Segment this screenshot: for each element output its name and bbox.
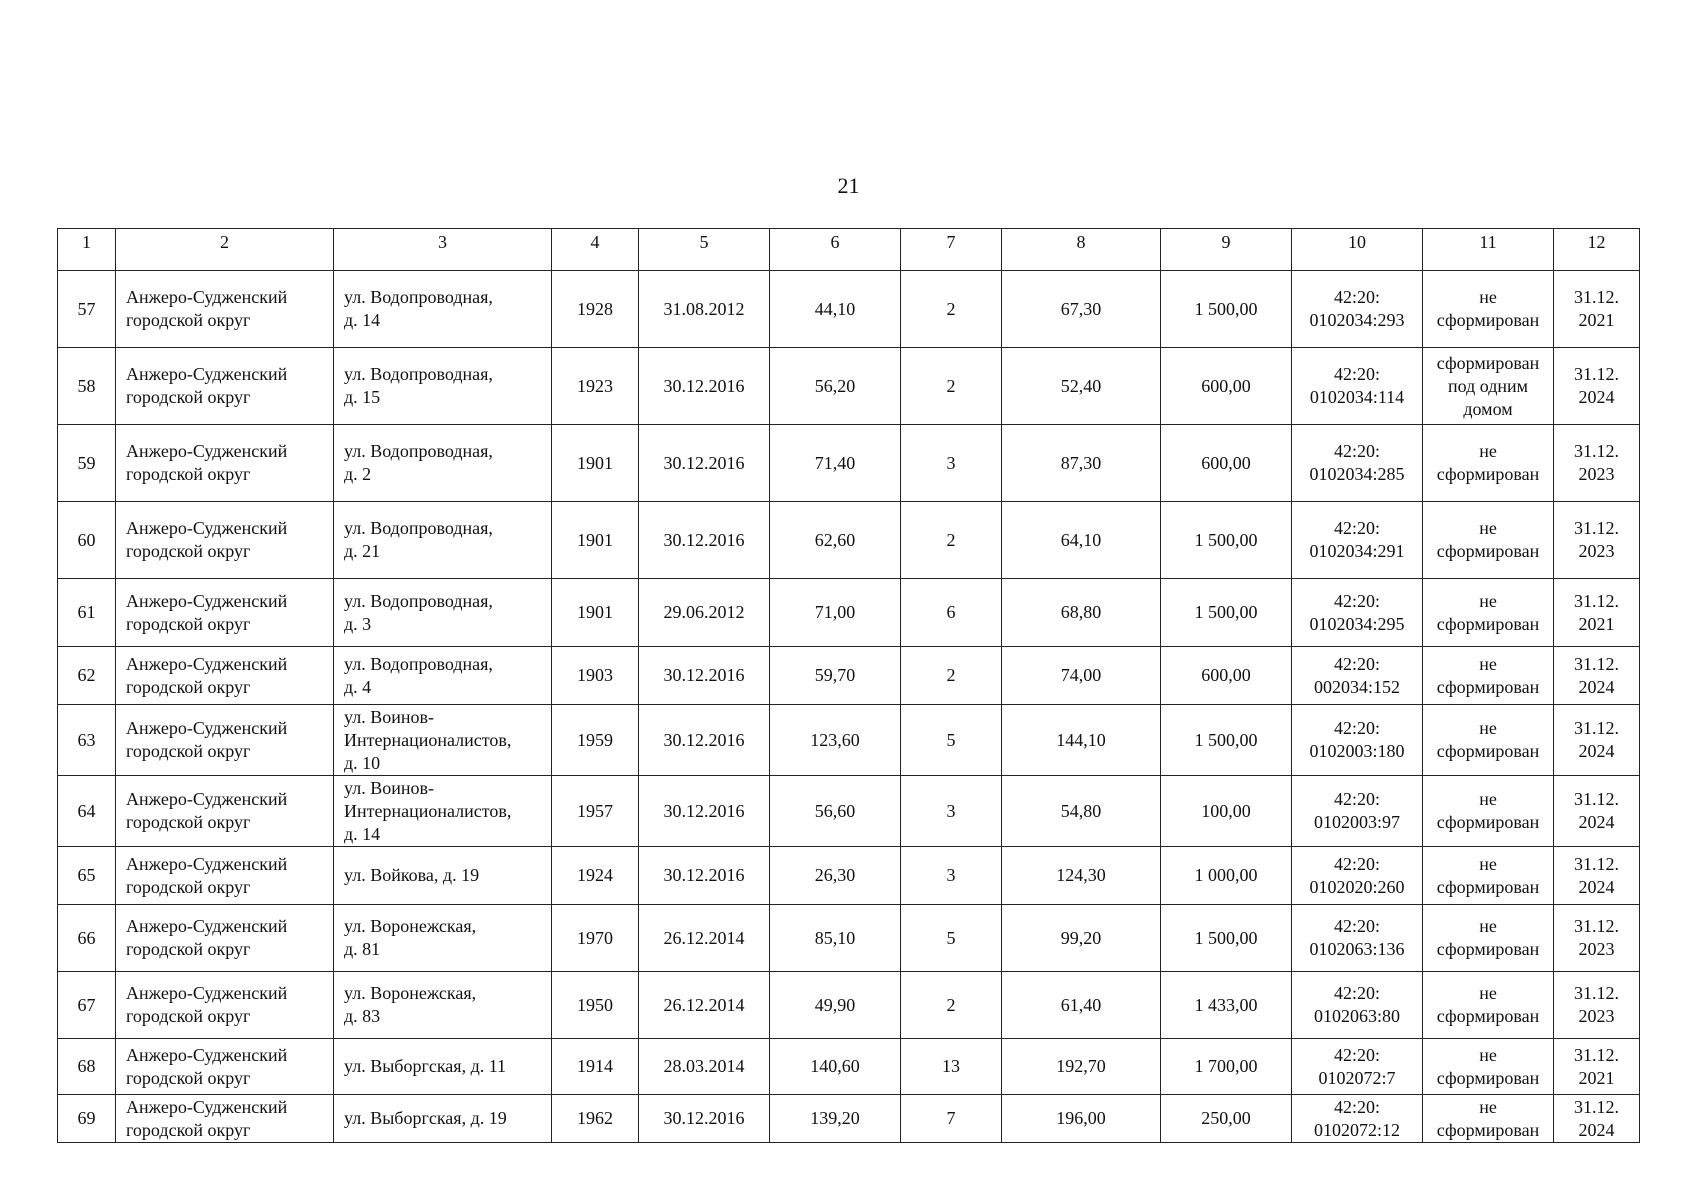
row-number-cell: 65: [58, 847, 116, 905]
land-area-cell: 124,30: [1002, 847, 1161, 905]
municipality-cell: Анжеро-Судженский городской округ: [116, 579, 334, 647]
residents-cell: 3: [901, 847, 1002, 905]
residents-cell: 3: [901, 425, 1002, 502]
date-cell: 30.12.2016: [639, 425, 770, 502]
land-area-cell: 68,80: [1002, 579, 1161, 647]
row-number-cell: 69: [58, 1095, 116, 1143]
column-number: 1: [58, 229, 116, 271]
year-cell: 1950: [552, 972, 639, 1039]
year-cell: 1901: [552, 425, 639, 502]
residents-cell: 13: [901, 1039, 1002, 1095]
table-row: [58, 776, 1640, 847]
residents-cell: 2: [901, 647, 1002, 705]
date-cell: 30.12.2016: [639, 847, 770, 905]
value-cell: 1 000,00: [1161, 847, 1292, 905]
area-cell: 62,60: [770, 502, 901, 579]
land-area-cell: 144,10: [1002, 705, 1161, 776]
table-row: [58, 647, 1640, 705]
deadline-cell: 31.12. 2024: [1554, 1095, 1640, 1143]
cadastral-number-cell: 42:20: 0102063:136: [1292, 905, 1423, 972]
date-cell: 26.12.2014: [639, 905, 770, 972]
year-cell: 1901: [552, 502, 639, 579]
year-cell: 1923: [552, 348, 639, 425]
status-cell: не сформирован: [1423, 271, 1554, 348]
date-cell: 29.06.2012: [639, 579, 770, 647]
table-row: [58, 847, 1640, 905]
residents-cell: 2: [901, 502, 1002, 579]
residents-cell: 3: [901, 776, 1002, 847]
status-cell: не сформирован: [1423, 1039, 1554, 1095]
residents-cell: 2: [901, 348, 1002, 425]
status-cell: не сформирован: [1423, 579, 1554, 647]
column-number: 11: [1423, 229, 1554, 271]
date-cell: 30.12.2016: [639, 502, 770, 579]
deadline-cell: 31.12. 2023: [1554, 905, 1640, 972]
status-cell: сформирован под одним домом: [1423, 348, 1554, 425]
table-row: [58, 905, 1640, 972]
value-cell: 1 700,00: [1161, 1039, 1292, 1095]
column-number: 9: [1161, 229, 1292, 271]
status-cell: не сформирован: [1423, 972, 1554, 1039]
address-cell: ул. Воронежская, д. 83: [334, 972, 552, 1039]
cadastral-number-cell: 42:20: 002034:152: [1292, 647, 1423, 705]
municipality-cell: Анжеро-Судженский городской округ: [116, 502, 334, 579]
deadline-cell: 31.12. 2021: [1554, 1039, 1640, 1095]
residents-cell: 6: [901, 579, 1002, 647]
row-number-cell: 58: [58, 348, 116, 425]
land-area-cell: 64,10: [1002, 502, 1161, 579]
table-row: [58, 705, 1640, 776]
area-cell: 85,10: [770, 905, 901, 972]
status-cell: не сформирован: [1423, 776, 1554, 847]
address-cell: ул. Водопроводная, д. 21: [334, 502, 552, 579]
municipality-cell: Анжеро-Судженский городской округ: [116, 271, 334, 348]
area-cell: 59,70: [770, 647, 901, 705]
value-cell: 1 500,00: [1161, 905, 1292, 972]
column-number: 3: [334, 229, 552, 271]
status-cell: не сформирован: [1423, 905, 1554, 972]
land-area-cell: 87,30: [1002, 425, 1161, 502]
deadline-cell: 31.12. 2024: [1554, 776, 1640, 847]
cadastral-number-cell: 42:20: 0102063:80: [1292, 972, 1423, 1039]
housing-register-table: [57, 228, 1640, 1143]
municipality-cell: Анжеро-Судженский городской округ: [116, 348, 334, 425]
deadline-cell: 31.12. 2024: [1554, 647, 1640, 705]
value-cell: 1 500,00: [1161, 502, 1292, 579]
address-cell: ул. Воронежская, д. 81: [334, 905, 552, 972]
municipality-cell: Анжеро-Судженский городской округ: [116, 1095, 334, 1143]
row-number-cell: 57: [58, 271, 116, 348]
address-cell: ул. Водопроводная, д. 14: [334, 271, 552, 348]
cadastral-number-cell: 42:20: 0102003:97: [1292, 776, 1423, 847]
deadline-cell: 31.12. 2024: [1554, 847, 1640, 905]
land-area-cell: 196,00: [1002, 1095, 1161, 1143]
row-number-cell: 68: [58, 1039, 116, 1095]
table-row: [58, 271, 1640, 348]
municipality-cell: Анжеро-Судженский городской округ: [116, 776, 334, 847]
land-area-cell: 67,30: [1002, 271, 1161, 348]
area-cell: 123,60: [770, 705, 901, 776]
column-number: 7: [901, 229, 1002, 271]
address-cell: ул. Выборгская, д. 19: [334, 1095, 552, 1143]
year-cell: 1959: [552, 705, 639, 776]
status-cell: не сформирован: [1423, 705, 1554, 776]
column-number-row: [58, 229, 1640, 271]
row-number-cell: 66: [58, 905, 116, 972]
year-cell: 1924: [552, 847, 639, 905]
status-cell: не сформирован: [1423, 425, 1554, 502]
deadline-cell: 31.12. 2023: [1554, 972, 1640, 1039]
area-cell: 71,40: [770, 425, 901, 502]
table-row: [58, 1039, 1640, 1095]
year-cell: 1914: [552, 1039, 639, 1095]
status-cell: не сформирован: [1423, 502, 1554, 579]
address-cell: ул. Водопроводная, д. 2: [334, 425, 552, 502]
land-area-cell: 61,40: [1002, 972, 1161, 1039]
table-row: [58, 579, 1640, 647]
column-number: 8: [1002, 229, 1161, 271]
date-cell: 26.12.2014: [639, 972, 770, 1039]
cadastral-number-cell: 42:20: 0102034:285: [1292, 425, 1423, 502]
value-cell: 100,00: [1161, 776, 1292, 847]
residents-cell: 2: [901, 271, 1002, 348]
date-cell: 30.12.2016: [639, 776, 770, 847]
column-number: 12: [1554, 229, 1640, 271]
cadastral-number-cell: 42:20: 0102034:114: [1292, 348, 1423, 425]
page-number: 21: [837, 173, 860, 198]
cadastral-number-cell: 42:20: 0102003:180: [1292, 705, 1423, 776]
row-number-cell: 60: [58, 502, 116, 579]
area-cell: 139,20: [770, 1095, 901, 1143]
column-number: 4: [552, 229, 639, 271]
deadline-cell: 31.12. 2024: [1554, 705, 1640, 776]
area-cell: 26,30: [770, 847, 901, 905]
column-number: 5: [639, 229, 770, 271]
status-cell: не сформирован: [1423, 847, 1554, 905]
table-row: [58, 348, 1640, 425]
municipality-cell: Анжеро-Судженский городской округ: [116, 1039, 334, 1095]
column-number: 6: [770, 229, 901, 271]
address-cell: ул. Выборгская, д. 11: [334, 1039, 552, 1095]
address-cell: ул. Воинов- Интернационалистов, д. 14: [334, 776, 552, 847]
value-cell: 1 500,00: [1161, 705, 1292, 776]
date-cell: 30.12.2016: [639, 348, 770, 425]
year-cell: 1957: [552, 776, 639, 847]
date-cell: 30.12.2016: [639, 1095, 770, 1143]
table-row: [58, 502, 1640, 579]
area-cell: 56,60: [770, 776, 901, 847]
municipality-cell: Анжеро-Судженский городской округ: [116, 972, 334, 1039]
deadline-cell: 31.12. 2023: [1554, 425, 1640, 502]
cadastral-number-cell: 42:20: 0102034:291: [1292, 502, 1423, 579]
land-area-cell: 192,70: [1002, 1039, 1161, 1095]
year-cell: 1903: [552, 647, 639, 705]
status-cell: не сформирован: [1423, 647, 1554, 705]
row-number-cell: 61: [58, 579, 116, 647]
table-row: [58, 425, 1640, 502]
year-cell: 1901: [552, 579, 639, 647]
status-cell: не сформирован: [1423, 1095, 1554, 1143]
cadastral-number-cell: 42:20: 0102072:12: [1292, 1095, 1423, 1143]
municipality-cell: Анжеро-Судженский городской округ: [116, 647, 334, 705]
municipality-cell: Анжеро-Судженский городской округ: [116, 847, 334, 905]
date-cell: 30.12.2016: [639, 647, 770, 705]
deadline-cell: 31.12. 2024: [1554, 348, 1640, 425]
value-cell: 1 500,00: [1161, 271, 1292, 348]
date-cell: 28.03.2014: [639, 1039, 770, 1095]
value-cell: 600,00: [1161, 425, 1292, 502]
area-cell: 44,10: [770, 271, 901, 348]
residents-cell: 2: [901, 972, 1002, 1039]
area-cell: 140,60: [770, 1039, 901, 1095]
date-cell: 31.08.2012: [639, 271, 770, 348]
municipality-cell: Анжеро-Судженский городской округ: [116, 705, 334, 776]
area-cell: 49,90: [770, 972, 901, 1039]
residents-cell: 7: [901, 1095, 1002, 1143]
address-cell: ул. Войкова, д. 19: [334, 847, 552, 905]
row-number-cell: 62: [58, 647, 116, 705]
year-cell: 1970: [552, 905, 639, 972]
land-area-cell: 74,00: [1002, 647, 1161, 705]
address-cell: ул. Водопроводная, д. 4: [334, 647, 552, 705]
value-cell: 600,00: [1161, 647, 1292, 705]
municipality-cell: Анжеро-Судженский городской округ: [116, 425, 334, 502]
address-cell: ул. Водопроводная, д. 3: [334, 579, 552, 647]
deadline-cell: 31.12. 2023: [1554, 502, 1640, 579]
value-cell: 1 500,00: [1161, 579, 1292, 647]
year-cell: 1962: [552, 1095, 639, 1143]
value-cell: 250,00: [1161, 1095, 1292, 1143]
column-number: 2: [116, 229, 334, 271]
area-cell: 71,00: [770, 579, 901, 647]
table-row: [58, 972, 1640, 1039]
row-number-cell: 63: [58, 705, 116, 776]
row-number-cell: 59: [58, 425, 116, 502]
residents-cell: 5: [901, 905, 1002, 972]
cadastral-number-cell: 42:20: 0102020:260: [1292, 847, 1423, 905]
address-cell: ул. Воинов- Интернационалистов, д. 10: [334, 705, 552, 776]
table-row: [58, 1095, 1640, 1143]
row-number-cell: 67: [58, 972, 116, 1039]
deadline-cell: 31.12. 2021: [1554, 271, 1640, 348]
value-cell: 600,00: [1161, 348, 1292, 425]
date-cell: 30.12.2016: [639, 705, 770, 776]
land-area-cell: 54,80: [1002, 776, 1161, 847]
land-area-cell: 52,40: [1002, 348, 1161, 425]
residents-cell: 5: [901, 705, 1002, 776]
column-number: 10: [1292, 229, 1423, 271]
cadastral-number-cell: 42:20: 0102034:295: [1292, 579, 1423, 647]
land-area-cell: 99,20: [1002, 905, 1161, 972]
value-cell: 1 433,00: [1161, 972, 1292, 1039]
year-cell: 1928: [552, 271, 639, 348]
deadline-cell: 31.12. 2021: [1554, 579, 1640, 647]
cadastral-number-cell: 42:20: 0102072:7: [1292, 1039, 1423, 1095]
address-cell: ул. Водопроводная, д. 15: [334, 348, 552, 425]
row-number-cell: 64: [58, 776, 116, 847]
municipality-cell: Анжеро-Судженский городской округ: [116, 905, 334, 972]
cadastral-number-cell: 42:20: 0102034:293: [1292, 271, 1423, 348]
area-cell: 56,20: [770, 348, 901, 425]
